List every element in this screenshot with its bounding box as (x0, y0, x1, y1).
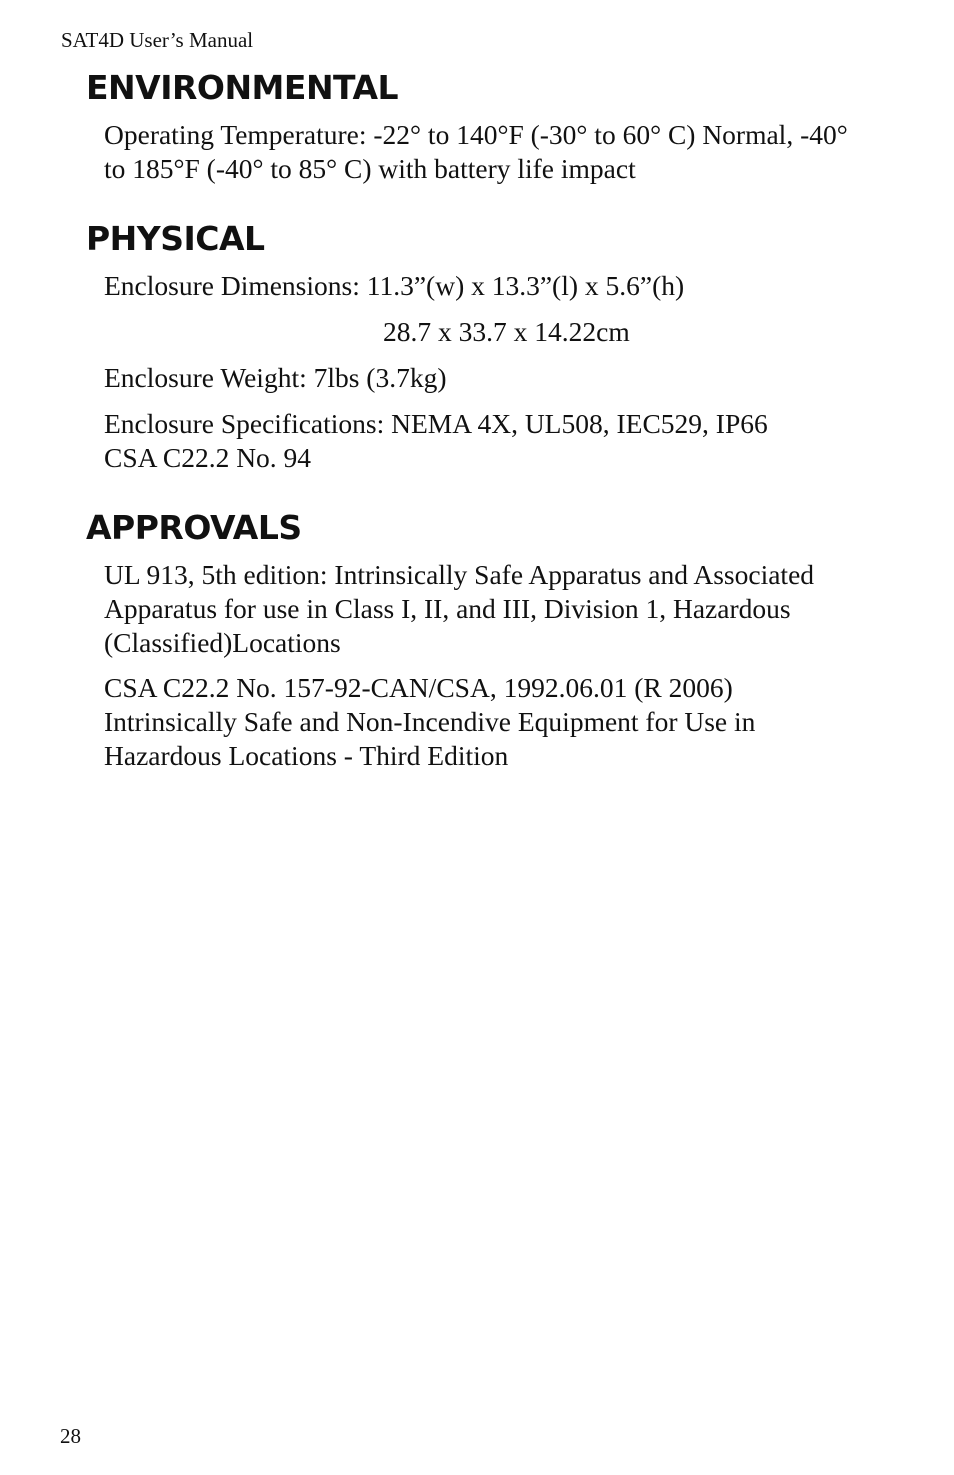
page-number: 28 (60, 1424, 81, 1448)
enclosure-dimensions-text: Enclosure Dimensions: 11.3”(w) x 13.3”(l) x 5.6”(h) (104, 270, 685, 301)
enclosure-specifications-line-2: CSA C22.2 No. 94 (104, 442, 312, 473)
csa-line-1: CSA C22.2 No. 157-92-CAN/CSA, 1992.06.01 (R 2006) (104, 672, 733, 703)
heading-environmental: ENVIRONMENTAL (86, 68, 399, 107)
enclosure-specifications-line-1: Enclosure Specifications: NEMA 4X, UL508, IEC529, IP66 (104, 408, 768, 439)
ul913-line-2: Apparatus for use in Class I, II, and III, Division 1, Hazardous (104, 593, 791, 624)
operating-temperature-line-2: to 185°F (-40° to 85° C) with battery life impact (104, 153, 636, 184)
ul913-approval-text (104, 558, 814, 660)
heading-approvals: APPROVALS (86, 508, 302, 547)
enclosure-specifications-text (104, 407, 768, 475)
heading-physical: PHYSICAL (86, 219, 265, 258)
csa-line-3: Hazardous Locations - Third Edition (104, 740, 509, 771)
csa-approval-text (104, 671, 755, 773)
operating-temperature-text (104, 118, 848, 186)
ul913-line-1: UL 913, 5th edition: Intrinsically Safe Apparatus and Associated (104, 559, 815, 590)
csa-line-2: Intrinsically Safe and Non-Incendive Equipment for Use in (104, 706, 756, 737)
enclosure-weight-text: Enclosure Weight: 7lbs (3.7kg) (104, 362, 447, 393)
ul913-line-3: (Classified)Locations (104, 627, 341, 658)
enclosure-dimensions-metric-text: 28.7 x 33.7 x 14.22cm (383, 316, 630, 347)
running-header: SAT4D User’s Manual (61, 28, 254, 52)
operating-temperature-line-1: Operating Temperature: -22° to 140°F (-30° to 60° C) Normal, -40° (104, 119, 848, 150)
